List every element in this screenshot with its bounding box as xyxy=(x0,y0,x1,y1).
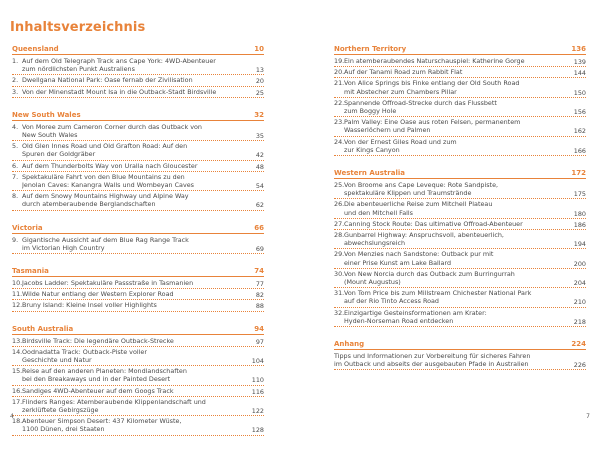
entry-number: 9. xyxy=(12,235,19,244)
toc-right-column xyxy=(334,45,586,383)
entry-title-line: Canning Stock Route: Das ultimative Offroad-Abenteuer xyxy=(344,219,523,228)
entry-title-line: Jacobs Ladder: Spektakuläre Passstraße in Tasmanien xyxy=(22,279,194,288)
entry-title-line: zum Boggy Hole xyxy=(344,107,397,116)
toc-entry[interactable] xyxy=(12,57,264,75)
entry-title-line: Von Broome ans Cape Leveque: Rote Sandpiste, xyxy=(344,181,499,190)
section-heading-label: Tasmania xyxy=(12,267,49,276)
entry-title-line: Auf dem Old Telegraph Track ans Cape York: 4WD-Abenteuer xyxy=(22,57,216,65)
entry-title-line: Ein atemberaubendes Naturschauspiel: Katherine Gorge xyxy=(344,57,525,65)
entry-page-number: 156 xyxy=(573,108,586,117)
toc-entry[interactable] xyxy=(12,279,264,289)
entry-title-line: (Mount Augustus) xyxy=(344,278,401,287)
section-heading xyxy=(12,224,264,234)
entry-page-number: 48 xyxy=(255,162,264,171)
section-heading xyxy=(12,267,264,277)
toc-section xyxy=(12,267,264,312)
entry-number: 11. xyxy=(12,290,23,299)
entry-number: 5. xyxy=(12,142,19,151)
entry-title-line: Von der Ernest Giles Road und zum xyxy=(344,137,457,146)
toc-entry[interactable] xyxy=(12,76,264,86)
toc-entry[interactable] xyxy=(12,290,264,300)
entry-page-number: 69 xyxy=(255,244,264,253)
section-page-number: 32 xyxy=(254,110,264,119)
toc-entry[interactable] xyxy=(12,192,264,210)
entry-number: 22. xyxy=(334,98,345,107)
entry-page-number: 110 xyxy=(251,376,264,385)
toc-entry[interactable] xyxy=(12,348,264,366)
toc-entry[interactable] xyxy=(12,162,264,172)
entry-number: 14. xyxy=(12,347,23,356)
entry-number: 12. xyxy=(12,301,23,310)
toc-section xyxy=(12,325,264,436)
entry-title-line: Die abenteuerliche Reise zum Mitchell Plateau xyxy=(344,200,493,209)
entry-page-number: 97 xyxy=(255,337,264,346)
entry-number: 1. xyxy=(12,57,19,65)
entry-page-number: 144 xyxy=(573,69,586,78)
entry-number: 20. xyxy=(334,68,345,77)
entry-number: 16. xyxy=(12,386,23,395)
section-heading xyxy=(12,111,264,121)
toc-entry[interactable] xyxy=(12,367,264,385)
entry-page-number: 122 xyxy=(251,407,264,416)
entry-title-line: Jenolan Caves: Kanangra Walls und Wombeyan Caves xyxy=(22,181,194,190)
entry-title-line: Hyden-Norseman Road entdecken xyxy=(344,316,454,325)
entry-number: 31. xyxy=(334,289,345,298)
entry-page-number: 20 xyxy=(255,77,264,86)
entry-page-number: 116 xyxy=(251,387,264,396)
toc-entry[interactable] xyxy=(334,138,586,156)
section-heading xyxy=(334,340,586,350)
toc-entry[interactable] xyxy=(334,99,586,117)
toc-section xyxy=(334,45,586,156)
entry-title-line: zur Kings Canyon xyxy=(344,145,400,154)
entry-number: 32. xyxy=(334,308,345,317)
entry-number: 18. xyxy=(12,417,23,426)
toc-section xyxy=(12,45,264,98)
section-page-number: 10 xyxy=(254,45,264,53)
entry-page-number: 180 xyxy=(573,209,586,218)
entry-title-line: im Outback und abseits der ausgebauten Pfade in Australien xyxy=(334,360,529,369)
toc-entry[interactable] xyxy=(334,220,586,230)
entry-page-number: 82 xyxy=(255,291,264,300)
toc-section xyxy=(12,111,264,211)
entry-title-line: einer Prise Kunst am Lake Ballard xyxy=(344,258,452,267)
entry-number: 30. xyxy=(334,269,345,278)
section-heading xyxy=(334,45,586,55)
entry-page-number: 162 xyxy=(573,127,586,136)
section-heading-label: Queensland xyxy=(12,45,59,53)
entry-page-number: 210 xyxy=(573,298,586,307)
entry-title-line: Old Glen Innes Road und Old Grafton Road: Auf den xyxy=(22,142,188,151)
entry-title-line: Dwellgana National Park: Oase fernab der Zivilisation xyxy=(22,76,193,85)
section-heading xyxy=(12,325,264,335)
entry-page-number: 194 xyxy=(573,240,586,249)
page-number-left: 4 xyxy=(10,413,14,420)
toc-entry[interactable] xyxy=(334,200,586,218)
entry-number: 23. xyxy=(334,118,345,127)
entry-page-number: 62 xyxy=(255,201,264,210)
entry-title-line: New South Wales xyxy=(22,131,78,140)
entry-title-line: Palm Valley: Eine Oase aus roten Felsen, permanentem xyxy=(344,118,521,127)
entry-number: 10. xyxy=(12,279,23,288)
toc-entry[interactable] xyxy=(334,250,586,268)
entry-title-line: Sandiges 4WD-Abenteuer auf dem Googs Track xyxy=(22,386,174,395)
toc-entry[interactable] xyxy=(334,309,586,327)
entry-number: 25. xyxy=(334,181,345,190)
entry-page-number: 186 xyxy=(573,220,586,229)
entry-title-line: Geschichte und Natur xyxy=(22,356,92,365)
toc-entry[interactable] xyxy=(12,88,264,98)
entry-page-number: 42 xyxy=(255,151,264,160)
entry-number: 13. xyxy=(12,336,23,345)
entry-title-line: Spuren der Goldgräber xyxy=(22,150,96,159)
entry-title-line: auf der Rio Tinto Access Road xyxy=(344,297,439,306)
entry-page-number: 35 xyxy=(255,132,264,141)
entry-title-line: Von Menzies nach Sandstone: Outback pur mit xyxy=(344,250,494,259)
toc-left-column xyxy=(12,45,264,449)
section-page-number: 74 xyxy=(254,267,264,276)
entry-page-number: 25 xyxy=(255,88,264,97)
entry-title-line: Gigantische Aussicht auf dem Blue Rag Range Track xyxy=(22,235,189,244)
toc-entry[interactable] xyxy=(12,236,264,254)
entry-title-line: zum nördlichsten Punkt Australiens xyxy=(22,65,135,74)
toc-entry[interactable] xyxy=(12,417,264,435)
entry-title-line: Reise auf den anderen Planeten: Mondlandschaften xyxy=(22,367,187,376)
toc-section xyxy=(334,340,586,370)
entry-number: 19. xyxy=(334,57,345,65)
toc-entry[interactable] xyxy=(334,79,586,97)
entry-page-number: 200 xyxy=(573,259,586,268)
entry-title-line: bei den Breakaways und in der Painted Desert xyxy=(22,375,171,384)
entry-title-line: Spannende Offroad-Strecke durch das Flussbett xyxy=(344,98,497,107)
entry-title-line: Von Moree zum Cameron Corner durch das Outback von xyxy=(22,122,202,131)
entry-number: 2. xyxy=(12,76,19,85)
section-page-number: 94 xyxy=(254,324,264,333)
entry-title-line: Von New Norcia durch das Outback zum Burringurrah xyxy=(344,269,515,278)
entry-number: 15. xyxy=(12,367,23,376)
entry-number: 27. xyxy=(334,219,345,228)
section-heading-label: Western Australia xyxy=(334,169,405,178)
entry-page-number: 226 xyxy=(573,361,586,370)
entry-number: 3. xyxy=(12,87,19,96)
section-heading-label: New South Wales xyxy=(12,110,81,119)
entry-page-number: 13 xyxy=(255,66,264,75)
entry-page-number: 218 xyxy=(573,317,586,326)
toc-entry[interactable] xyxy=(334,270,586,288)
entry-page-number: 77 xyxy=(255,280,264,289)
entry-title-line: Bruny Island: Kleine Insel voller Highlights xyxy=(22,301,157,310)
entry-title-line: 1100 Dünen, drei Staaten xyxy=(22,425,105,434)
toc-section xyxy=(334,169,586,327)
entry-number: 8. xyxy=(12,192,19,201)
toc-entry[interactable] xyxy=(334,231,586,249)
entry-title-line: Einzigartige Gesteinsformationen am Krater: xyxy=(344,308,487,317)
entry-title-line: Birdsville Track: Die legendäre Outback-Strecke xyxy=(22,336,174,345)
toc-entry[interactable] xyxy=(12,142,264,160)
section-page-number: 66 xyxy=(254,223,264,232)
toc-entry[interactable] xyxy=(12,387,264,397)
entry-number: 26. xyxy=(334,200,345,209)
entry-number: 24. xyxy=(334,137,345,146)
entry-title-line: spektakuläre Klippen und Traumstrände xyxy=(344,189,472,198)
section-heading-label: Northern Territory xyxy=(334,45,407,53)
entry-title-line: im Victorian High Country xyxy=(22,243,105,252)
page-number-right: 7 xyxy=(586,413,590,420)
entry-number: 4. xyxy=(12,122,19,131)
entry-page-number: 139 xyxy=(573,58,586,66)
section-heading xyxy=(12,45,264,55)
entry-title-line: Abenteuer Simpson Desert: 437 Kilometer Wüste, xyxy=(22,417,182,426)
section-heading-label: Anhang xyxy=(334,340,365,349)
entry-page-number: 128 xyxy=(251,426,264,435)
toc-entry[interactable] xyxy=(12,123,264,141)
toc-entry[interactable] xyxy=(334,68,586,78)
section-heading xyxy=(334,169,586,179)
toc-entry[interactable] xyxy=(334,181,586,199)
entry-number: 29. xyxy=(334,250,345,259)
toc-entry[interactable] xyxy=(12,337,264,347)
section-heading-label: South Australia xyxy=(12,324,74,333)
entry-title-line: durch atemberaubende Berglandschaften xyxy=(22,200,156,209)
entry-title-line: Auf dem Snowy Mountains Highway und Alpine Way xyxy=(22,192,189,201)
entry-number: 28. xyxy=(334,231,345,240)
page-title: Inhaltsverzeichnis xyxy=(10,20,146,35)
entry-page-number: 54 xyxy=(255,182,264,191)
entry-page-number: 150 xyxy=(573,88,586,97)
entry-title-line: mit Abstecher zum Chambers Pillar xyxy=(344,87,457,96)
toc-entry[interactable] xyxy=(334,289,586,307)
entry-title-line: Auf dem Thunderbolts Way von Uralla nach Gloucester xyxy=(22,161,198,170)
entry-title-line: Tipps und Informationen zur Vorbereitung für sicheres Fahren xyxy=(334,352,531,361)
entry-title-line: Wilde Natur entlang der Western Explorer Road xyxy=(22,290,174,299)
section-page-number: 172 xyxy=(571,169,586,178)
section-page-number: 136 xyxy=(571,45,586,53)
toc-entry[interactable] xyxy=(334,352,586,370)
entry-number: 6. xyxy=(12,161,19,170)
entry-number: 7. xyxy=(12,172,19,181)
entry-page-number: 175 xyxy=(573,190,586,199)
entry-title-line: Spektakuläre Fahrt von den Blue Mountains zu den xyxy=(22,172,185,181)
entry-title-line: zerklüftete Gebirgszüge xyxy=(22,406,99,415)
entry-title-line: Flinders Ranges: Atemberaubende Klippenlandschaft und xyxy=(22,397,206,406)
entry-title-line: Von Tom Price bis zum Millstream Chichester National Park xyxy=(344,289,532,298)
entry-title-line: Oodnadatta Track: Outback-Piste voller xyxy=(22,347,147,356)
entry-page-number: 104 xyxy=(251,357,264,366)
entry-page-number: 166 xyxy=(573,146,586,155)
toc-entry[interactable] xyxy=(334,57,586,67)
toc-section xyxy=(12,224,264,254)
entry-title-line: Auf der Tanami Road zum Rabbit Flat xyxy=(344,68,463,77)
entry-title-line: und den Mitchell Falls xyxy=(344,208,414,217)
entry-title-line: abwechslungsreich xyxy=(344,239,406,248)
toc-entry[interactable] xyxy=(12,398,264,416)
entry-title-line: Wasserlöchern und Palmen xyxy=(344,126,431,135)
entry-number: 17. xyxy=(12,397,23,406)
toc-entry[interactable] xyxy=(334,118,586,136)
toc-entry[interactable] xyxy=(12,173,264,191)
entry-page-number: 204 xyxy=(573,279,586,288)
section-heading-label: Victoria xyxy=(12,223,43,232)
entry-title-line: Von der Minenstadt Mount Isa in die Outback-Stadt Birdsville xyxy=(22,87,217,96)
section-page-number: 224 xyxy=(571,340,586,349)
entry-title-line: Von Alice Springs bis Finke entlang der Old South Road xyxy=(344,79,520,88)
entry-page-number: 88 xyxy=(255,302,264,311)
entry-title-line: Gunbarrel Highway: Anspruchsvoll, abenteuerlich, xyxy=(344,231,504,240)
entry-number: 21. xyxy=(334,79,345,88)
toc-entry[interactable] xyxy=(12,301,264,311)
